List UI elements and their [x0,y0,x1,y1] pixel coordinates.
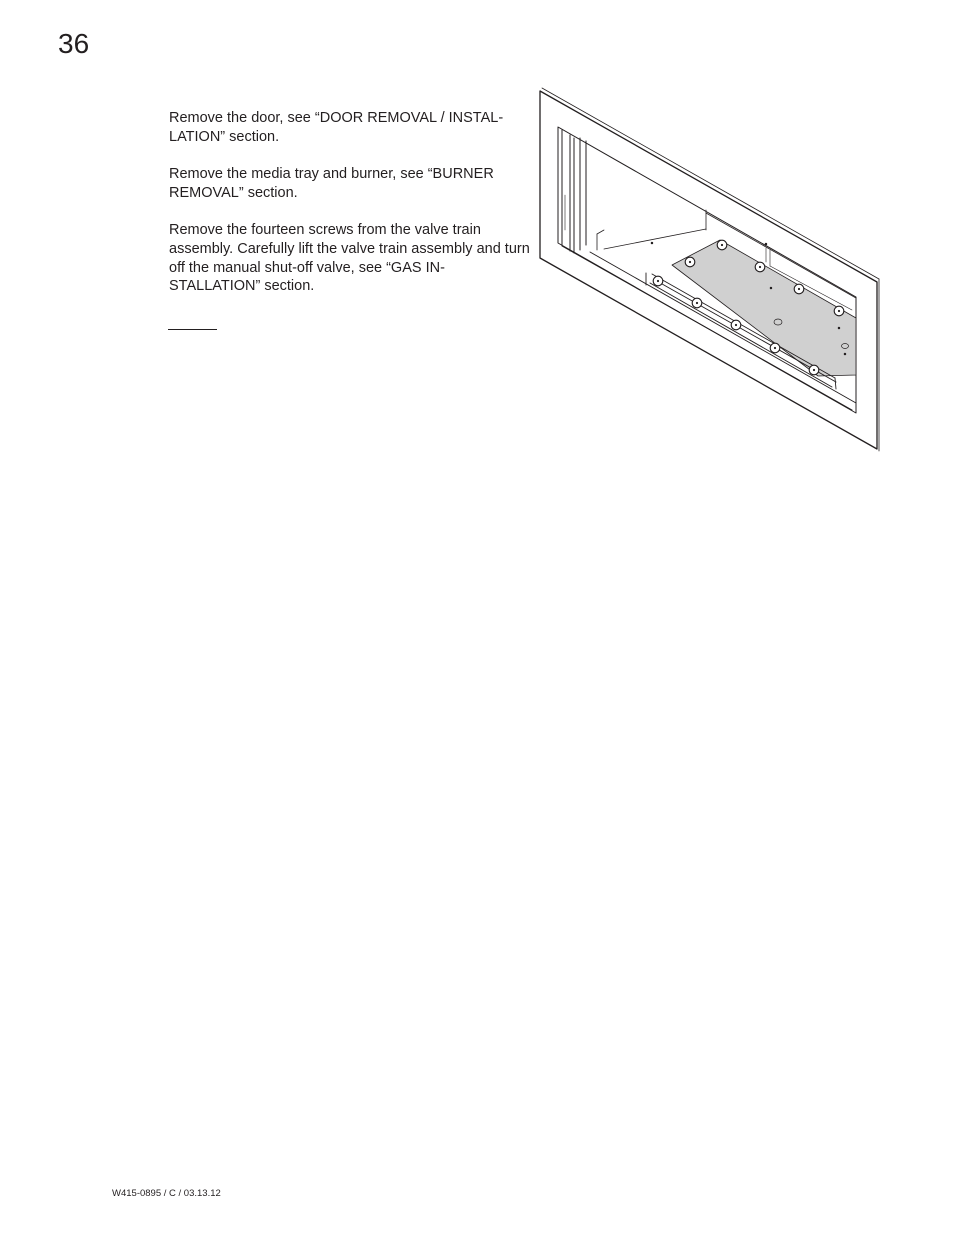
instructions [169,109,534,315]
fireplace-illustration [537,86,881,454]
instruction-step-1: Remove the door, see “DOOR REMOVAL / INSTAL-LATION” section. [169,110,504,145]
document-code: W415-0895 / C / 03.13.12 [112,1188,221,1199]
note-rule [168,329,217,330]
page-number: 36 [58,28,90,59]
instruction-step-2: Remove the media tray and burner, see “BURNER REMOVAL” section. [169,166,494,201]
instruction-step-3: Remove the fourteen screws from the valve train assembly. Carefully lift the valve train assembly and turn off the manual shut-off valve, see “GAS IN-STALLATION” section. [169,222,530,295]
